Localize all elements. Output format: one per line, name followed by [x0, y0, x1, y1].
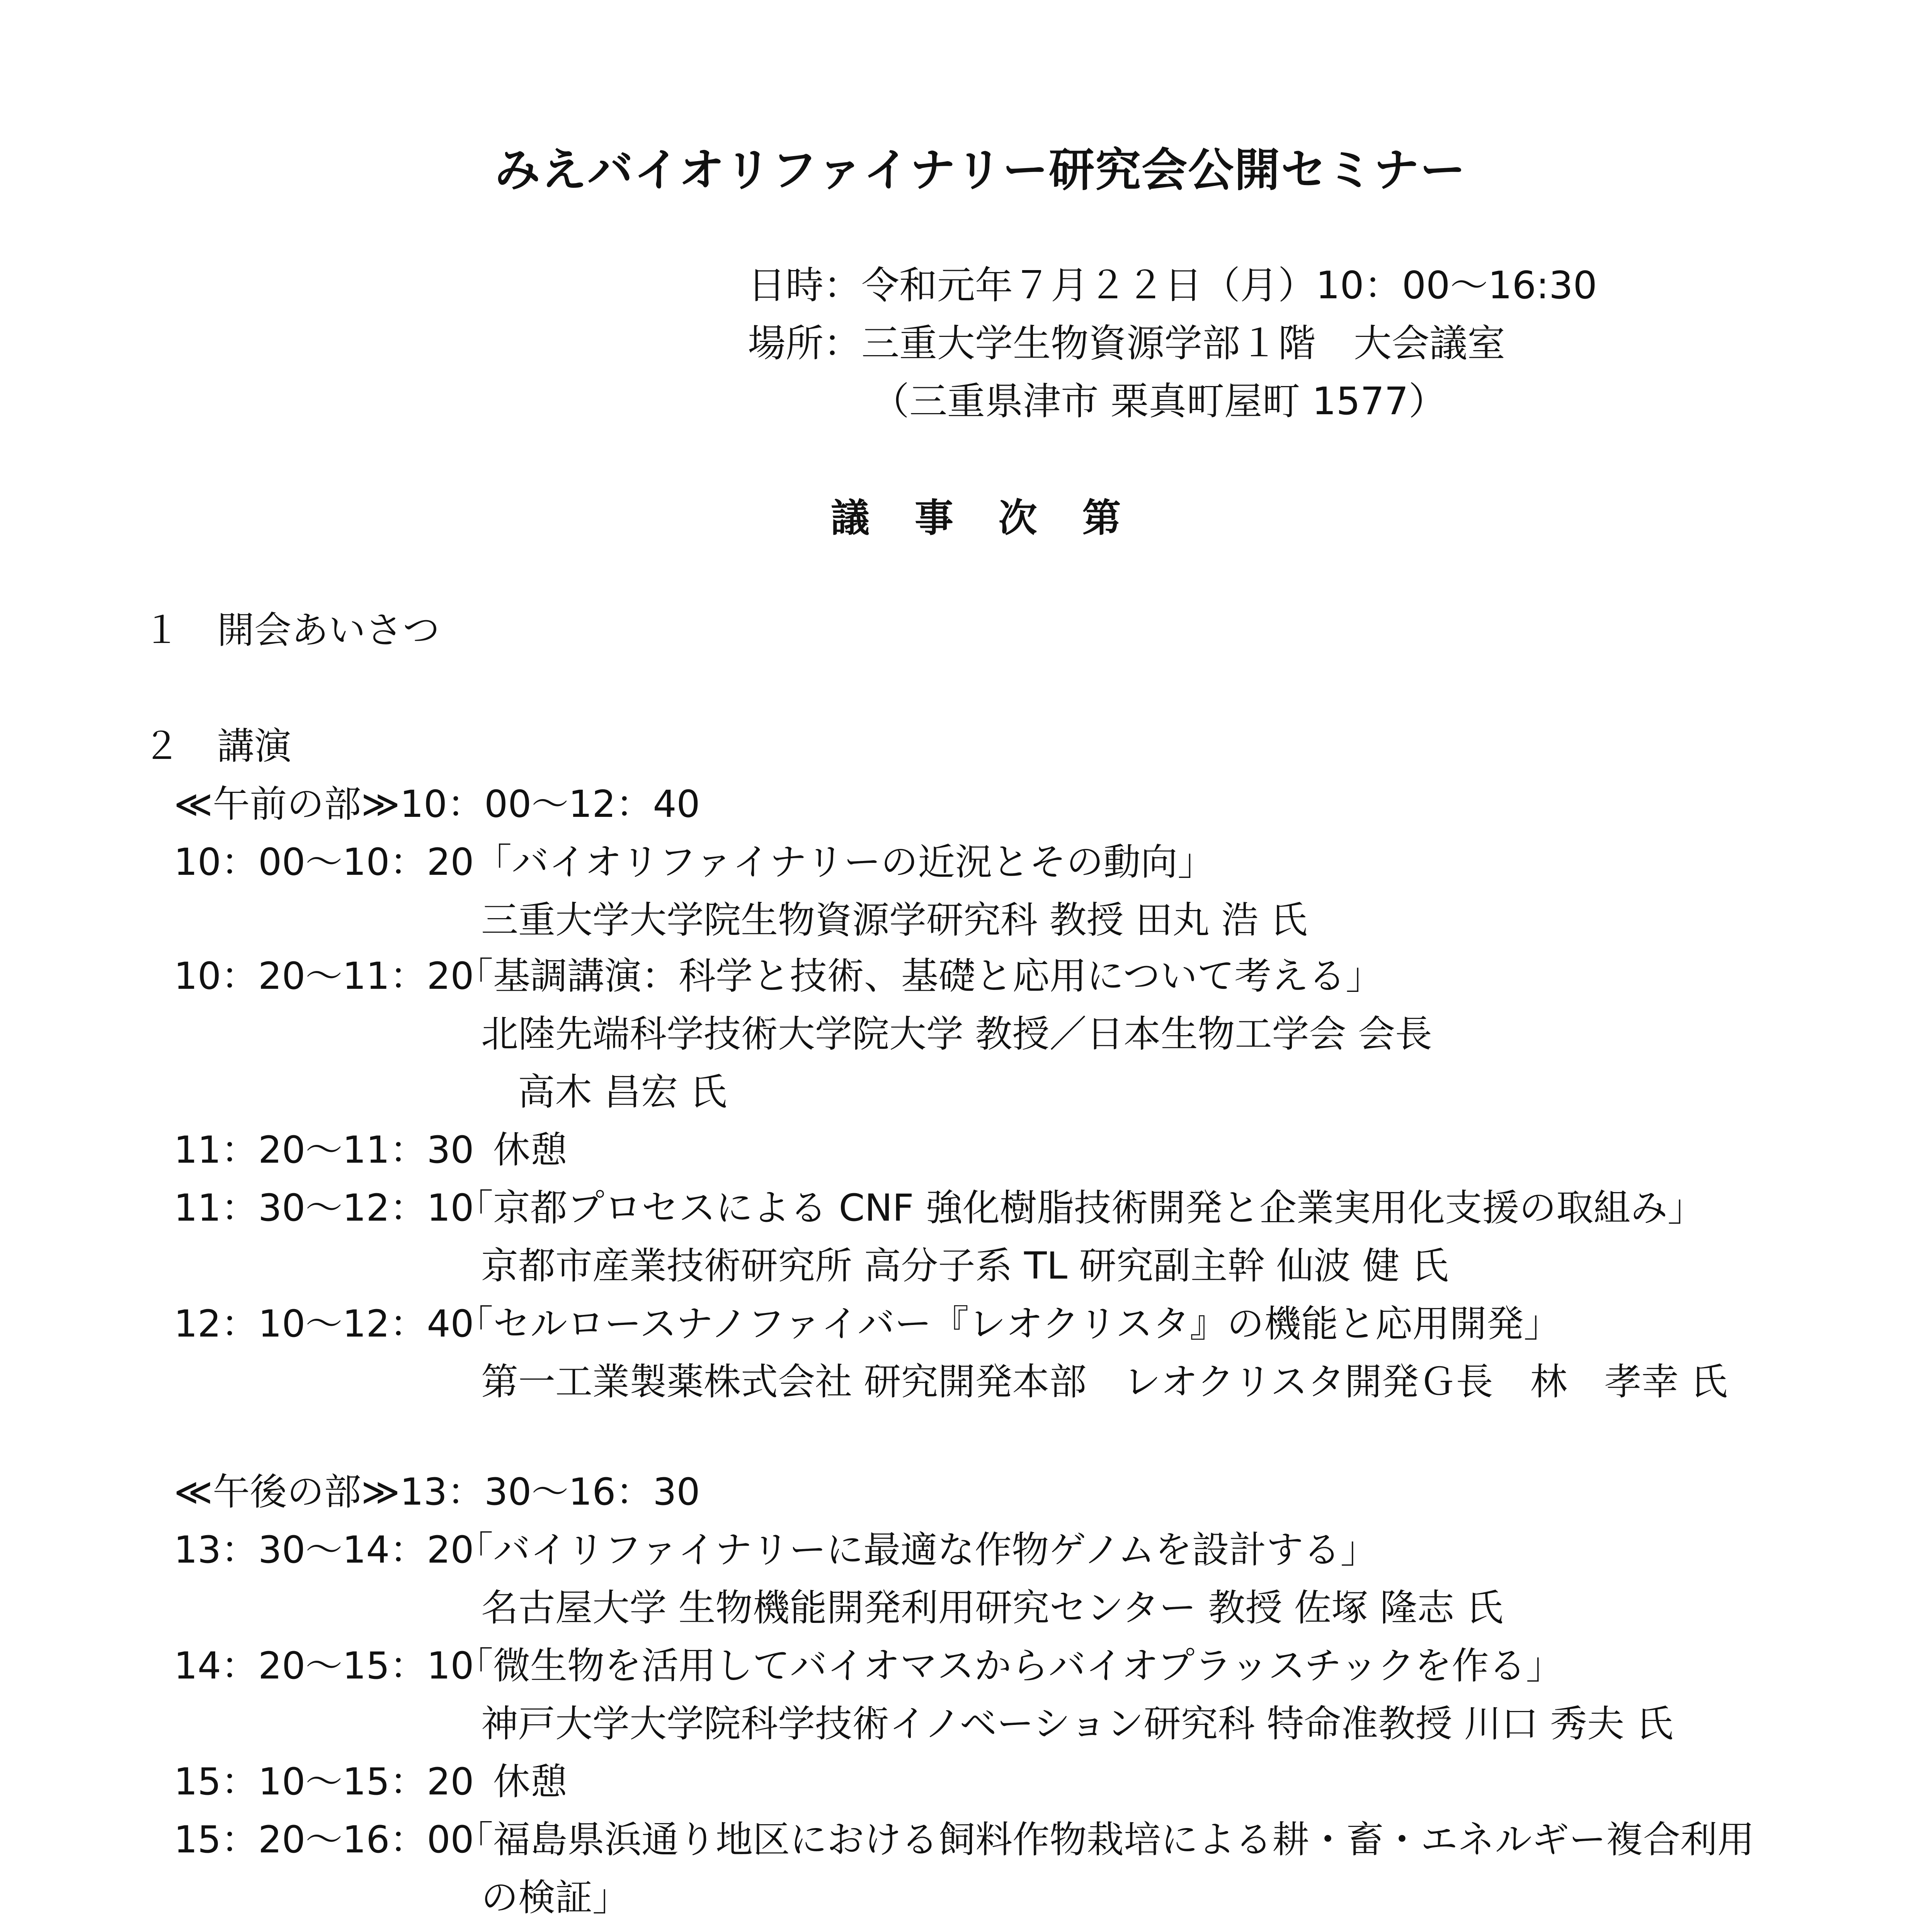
session-time: 10：00～10：20 [174, 840, 474, 884]
session-title-continued: の検証」 [481, 1876, 630, 1919]
session-speaker: 神戸大学大学院科学技術イノベーション研究科 特命准教授 川口 秀夫 氏 [481, 1702, 1673, 1745]
session-title: 「微生物を活用してバイオマスからバイオプラッスチックを作る」 [456, 1644, 1563, 1687]
event-datetime: 日時：令和元年７月２２日（月）10：00～16:30 [748, 264, 1597, 308]
session-speaker: 北陸先端科学技術大学院大学 教授／日本生物工学会 会長 [481, 1012, 1433, 1056]
session-title: 「セルロースナノファイバー『レオクリスタ』の機能と応用開発」 [456, 1302, 1561, 1345]
session-speaker: 三重大学大学院生物資源学研究科 教授 田丸 浩 氏 [481, 898, 1308, 942]
session-time: 15：20～16：00 [174, 1818, 474, 1861]
session-title: 「バイオリファイナリーの近況とその動向」 [456, 840, 1215, 884]
event-venue: 場所：三重大学生物資源学部１階 大会議室 [748, 321, 1506, 366]
session-time: 12：10～12：40 [174, 1302, 474, 1345]
session-time: 10：20～11：20 [174, 954, 474, 998]
session-title: 「バイリファイナリーに最適な作物ゲノムを設計する」 [456, 1528, 1378, 1571]
agenda-item-lectures: ２ 講演 [143, 724, 291, 768]
agenda-item-opening: １ 開会あいさつ [143, 609, 440, 652]
morning-session-header: ≪午前の部≫10：00～12：40 [174, 782, 700, 826]
session-speaker: 第一工業製薬株式会社 研究開発本部 レオクリスタ開発Ｇ長 林 孝幸 氏 [481, 1360, 1728, 1403]
afternoon-session-header: ≪午後の部≫13：30～16：30 [174, 1470, 700, 1514]
session-speaker: 京都市産業技術研究所 高分子系 TL 研究副主幹 仙波 健 氏 [481, 1244, 1449, 1287]
agenda-heading: 議 事 次 第 [831, 495, 1123, 541]
session-title: 「京都プロセスによる CNF 強化樹脂技術開発と企業実用化支援の取組み」 [456, 1186, 1705, 1230]
document-title: みえバイオリファイナリー研究会公開セミナー [495, 143, 1467, 197]
session-speaker: 名古屋大学 生物機能開発利用研究センター 教授 佐塚 隆志 氏 [481, 1586, 1503, 1629]
session-time: 13：30～14：20 [174, 1528, 474, 1571]
session-title: 「基調講演：科学と技術、基礎と応用について考える」 [456, 954, 1383, 998]
session-time: 14：20～15：10 [174, 1644, 474, 1687]
session-break: 休憩 [456, 1128, 567, 1172]
session-time: 11：30～12：10 [174, 1186, 474, 1230]
session-break: 休憩 [456, 1760, 567, 1803]
session-title: 「福島県浜通り地区における飼料作物栽培による耕・畜・エネルギー複合利用 [456, 1818, 1754, 1861]
session-speaker-name: 高木 昌宏 氏 [518, 1070, 727, 1114]
session-time: 11：20～11：30 [174, 1128, 474, 1172]
event-address: （三重県津市 栗真町屋町 1577） [871, 379, 1446, 423]
session-time: 15：10～15：20 [174, 1760, 474, 1803]
session-speaker [481, 1926, 1353, 1932]
